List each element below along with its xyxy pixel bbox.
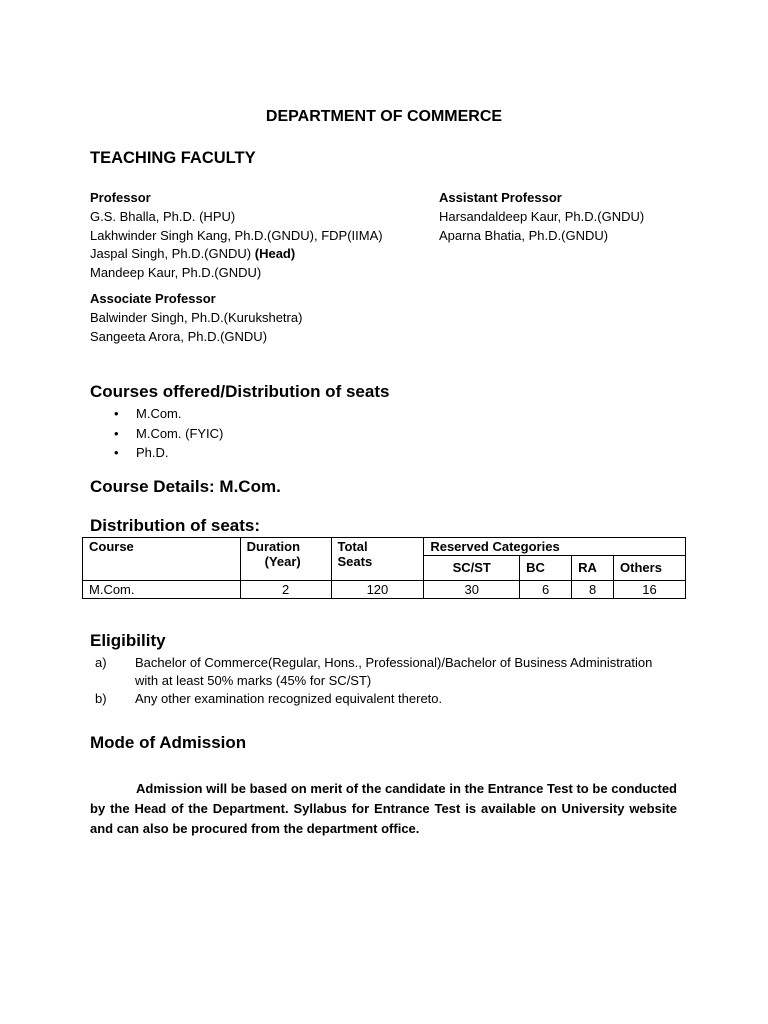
course-item: • M.Com. bbox=[114, 404, 223, 424]
associate-item: Balwinder Singh, Ph.D.(Kurukshetra) bbox=[90, 309, 303, 325]
eligibility-item bbox=[90, 690, 690, 708]
assistant-item: Aparna Bhatia, Ph.D.(GNDU) bbox=[439, 227, 609, 243]
professor-item: G.S. Bhalla, Ph.D. (HPU) bbox=[90, 208, 236, 224]
admission-paragraph: Admission will be based on merit of the candidate in the Entrance Test to be conducted by the Head of the Department. Syllabus for Entrance Test is available on University website and can also be procured from the department office. bbox=[90, 781, 677, 836]
seats-table bbox=[82, 537, 686, 599]
cell-scst: 30 bbox=[424, 581, 520, 599]
cell-total: 120 bbox=[331, 581, 424, 599]
courses-heading: Courses offered/Distribution of seats bbox=[90, 382, 390, 401]
associate-label: Associate Professor bbox=[90, 291, 216, 306]
professor-item: Lakhwinder Singh Kang, Ph.D.(GNDU), FDP(IIMA) bbox=[90, 227, 383, 243]
professor-name: Jaspal Singh, Ph.D.(GNDU) bbox=[90, 246, 252, 262]
eligibility-line: with at least 50% marks (45% for SC/ST) bbox=[135, 673, 372, 688]
eligibility-line: Bachelor of Commerce(Regular, Hons., Professional)/Bachelor of Business Administration bbox=[135, 655, 653, 670]
table-header-row bbox=[83, 538, 686, 556]
course-item: • M.Com. (FYIC) bbox=[114, 424, 223, 444]
eligibility-heading: Eligibility bbox=[90, 631, 166, 650]
header-bc: BC bbox=[520, 556, 572, 581]
associates-block bbox=[90, 290, 302, 346]
header-total-line1: Total bbox=[337, 539, 368, 554]
table-row bbox=[83, 581, 686, 599]
cell-course: M.Com. bbox=[83, 581, 241, 599]
distribution-heading: Distribution of seats: bbox=[90, 516, 261, 535]
assistant-item: Harsandaldeep Kaur, Ph.D.(GNDU) bbox=[439, 208, 645, 224]
header-others: Others bbox=[614, 556, 686, 581]
eligibility-text bbox=[135, 654, 690, 690]
assistant-label: Assistant Professor bbox=[439, 190, 562, 205]
head-tag: (Head) bbox=[254, 246, 296, 262]
eligibility-line: Any other examination recognized equivalent thereto. bbox=[135, 691, 443, 706]
header-course: Course bbox=[83, 538, 241, 581]
cell-ra: 8 bbox=[572, 581, 614, 599]
professors-block bbox=[90, 189, 383, 283]
associate-item: Sangeeta Arora, Ph.D.(GNDU) bbox=[90, 328, 268, 344]
header-duration bbox=[240, 538, 331, 581]
eligibility-item bbox=[90, 654, 690, 690]
eligibility-key: b) bbox=[95, 691, 107, 706]
professor-item: Mandeep Kaur, Ph.D.(GNDU) bbox=[90, 265, 262, 281]
page-title: DEPARTMENT OF COMMERCE bbox=[265, 108, 503, 125]
admission-heading: Mode of Admission bbox=[90, 733, 247, 752]
cell-others: 16 bbox=[614, 581, 686, 599]
assistants-block bbox=[439, 189, 644, 245]
professor-label: Professor bbox=[90, 190, 151, 205]
course-item: • Ph.D. bbox=[114, 443, 223, 463]
header-reserved: Reserved Categories bbox=[424, 538, 686, 556]
cell-bc: 6 bbox=[520, 581, 572, 599]
eligibility-key: a) bbox=[95, 655, 107, 670]
header-total-line2: Seats bbox=[337, 554, 373, 569]
professor-item bbox=[90, 245, 383, 264]
header-scst: SC/ST bbox=[424, 556, 520, 581]
header-ra: RA bbox=[572, 556, 614, 581]
header-duration-line2: (Year) bbox=[264, 554, 301, 569]
teaching-faculty-heading: TEACHING FACULTY bbox=[90, 149, 256, 167]
eligibility-list bbox=[90, 654, 690, 708]
courses-list bbox=[114, 404, 223, 463]
course-details-heading: Course Details: M.Com. bbox=[90, 477, 281, 496]
header-duration-line1: Duration bbox=[246, 539, 301, 554]
cell-duration: 2 bbox=[240, 581, 331, 599]
header-total bbox=[331, 538, 424, 581]
